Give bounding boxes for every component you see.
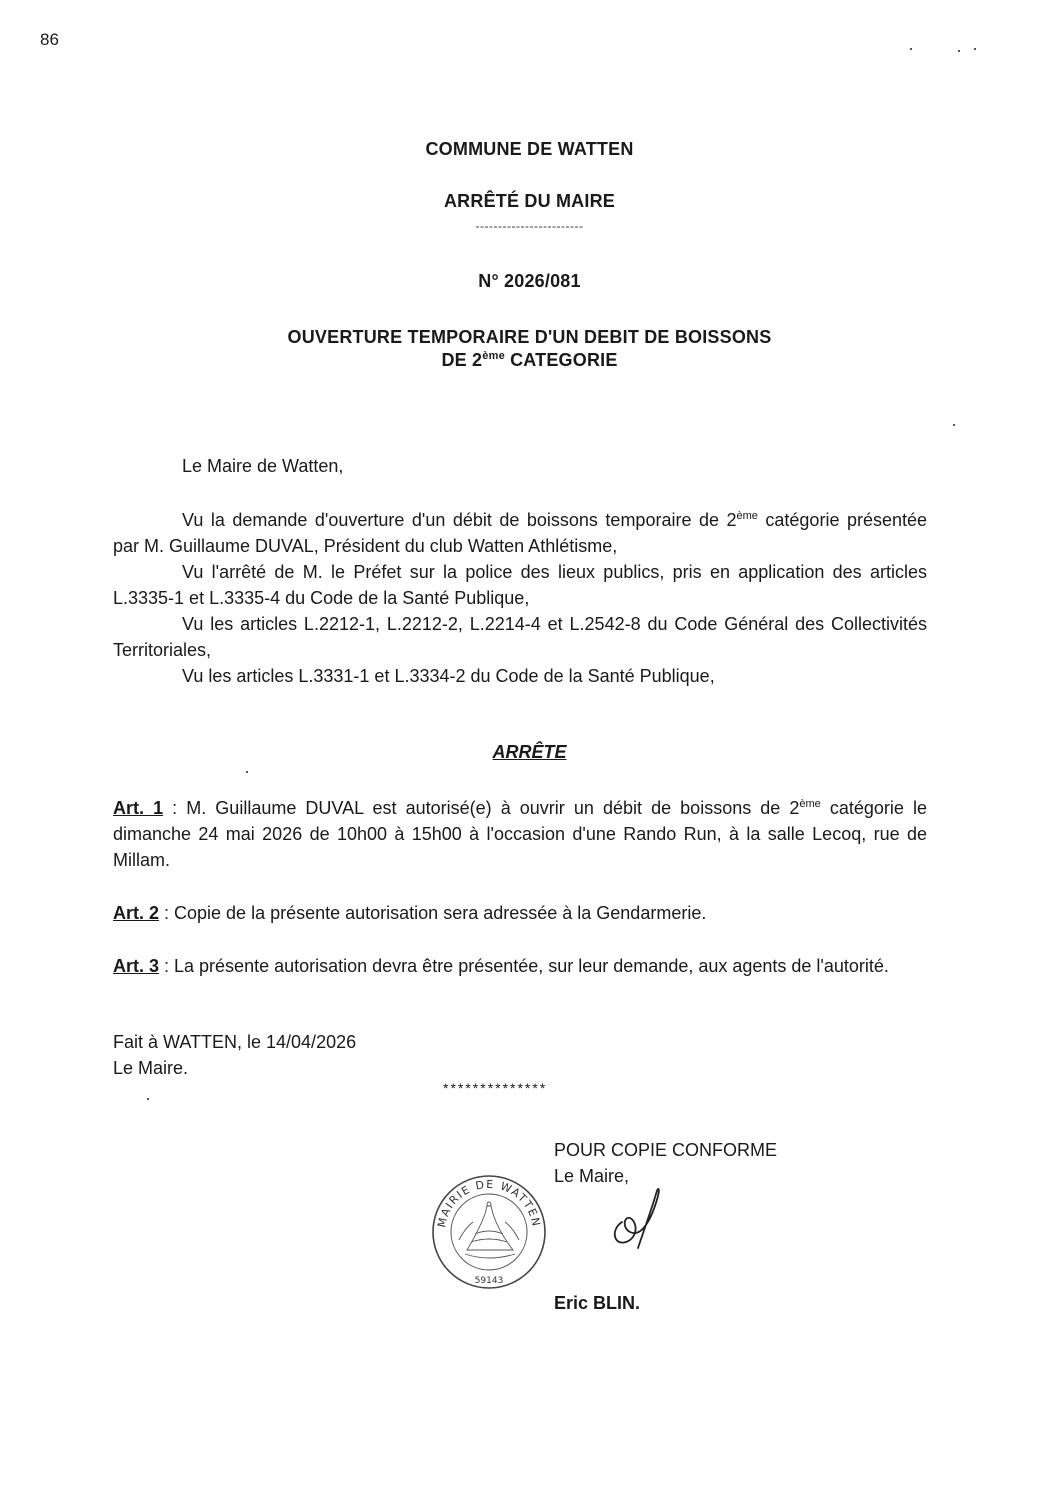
scan-speck [147,1098,149,1100]
consideration-3: Vu les articles L.2212-1, L.2212-2, L.2214-4 et L.2542-8 du Code Général des Collectivités Territoriales, [113,614,927,660]
certified-copy-label: POUR COPIE CONFORME [554,1140,778,1160]
decree-object-line1: OUVERTURE TEMPORAIRE D'UN DEBIT DE BOISSONS [287,327,772,347]
consideration-1 [113,507,927,559]
stars-separator: ************** [443,1080,548,1096]
consideration-1-part-b: catégorie présentée par M. Guillaume DUVAL, Président du club Watten Athlétisme, [113,510,928,556]
article-1-sup: ème [799,798,821,810]
seal-postcode: 59143 [474,1276,504,1286]
article-1-label: Art. 1 [113,798,164,818]
commune-title: COMMUNE DE WATTEN [425,139,634,159]
scan-speck [953,424,955,426]
decree-object-line2 [0,350,1059,371]
signatory-title: Le Maire. [113,1058,189,1078]
certified-copy-title: Le Maire, [554,1166,630,1186]
scan-speck [974,48,976,50]
object-sup: ème [482,350,505,362]
object-suffix: CATEGORIE [504,350,618,370]
separator: ------------------------ [475,219,584,233]
scan-speck [958,50,960,52]
seal-text: MAIRIE DE WATTEN [435,1177,543,1229]
place-date: Fait à WATTEN, le 14/04/2026 [113,1032,357,1052]
decree-number: N° 2026/081 [478,271,581,291]
article-1-part-a: : M. Guillaume DUVAL est autorisé(e) à ouvrir un débit de boissons de 2 [163,798,800,818]
svg-text:MAIRIE DE WATTEN [435,1178,543,1229]
article-2-text: : Copie de la présente autorisation sera adressée à la Gendarmerie. [159,903,707,923]
handwritten-signature-icon [608,1178,668,1258]
consideration-1-sup: ème [736,510,758,522]
scan-speck [246,771,248,773]
article-1 [113,795,927,873]
greeting: Le Maire de Watten, [182,456,344,476]
decision-heading: ARRÊTE [492,742,567,762]
consideration-1-part-a: Vu la demande d'ouverture d'un débit de boissons temporaire de 2 [182,510,737,530]
article-2 [113,900,927,926]
article-3-label: Art. 3 [113,956,160,976]
article-1-part-b: catégorie le dimanche 24 mai 2026 de 10h00 à 15h00 à l'occasion d'une Rando Run, à la salle Lecoq, rue de Millam. [113,798,928,870]
consideration-4: Vu les articles L.3331-1 et L.3334-2 du Code de la Santé Publique, [182,666,715,686]
document-type: ARRÊTÉ DU MAIRE [443,191,615,211]
article-3-text: : La présente autorisation devra être présentée, sur leur demande, aux agents de l'autorité. [159,956,889,976]
consideration-2: Vu l'arrêté de M. le Préfet sur la police des lieux publics, pris en application des articles L.3335-1 et L.3335-4 du Code de la Santé Publique, [113,562,927,608]
considerations [113,507,927,689]
closing-block [113,1029,356,1081]
scan-speck [910,48,912,50]
article-2-label: Art. 2 [113,903,160,923]
page-number: 86 [40,30,59,49]
article-3 [113,953,927,979]
mairie-seal-icon [429,1170,549,1292]
articles [113,795,927,1006]
object-prefix: DE 2 [441,350,483,370]
signer-name: Eric BLIN. [554,1293,641,1313]
